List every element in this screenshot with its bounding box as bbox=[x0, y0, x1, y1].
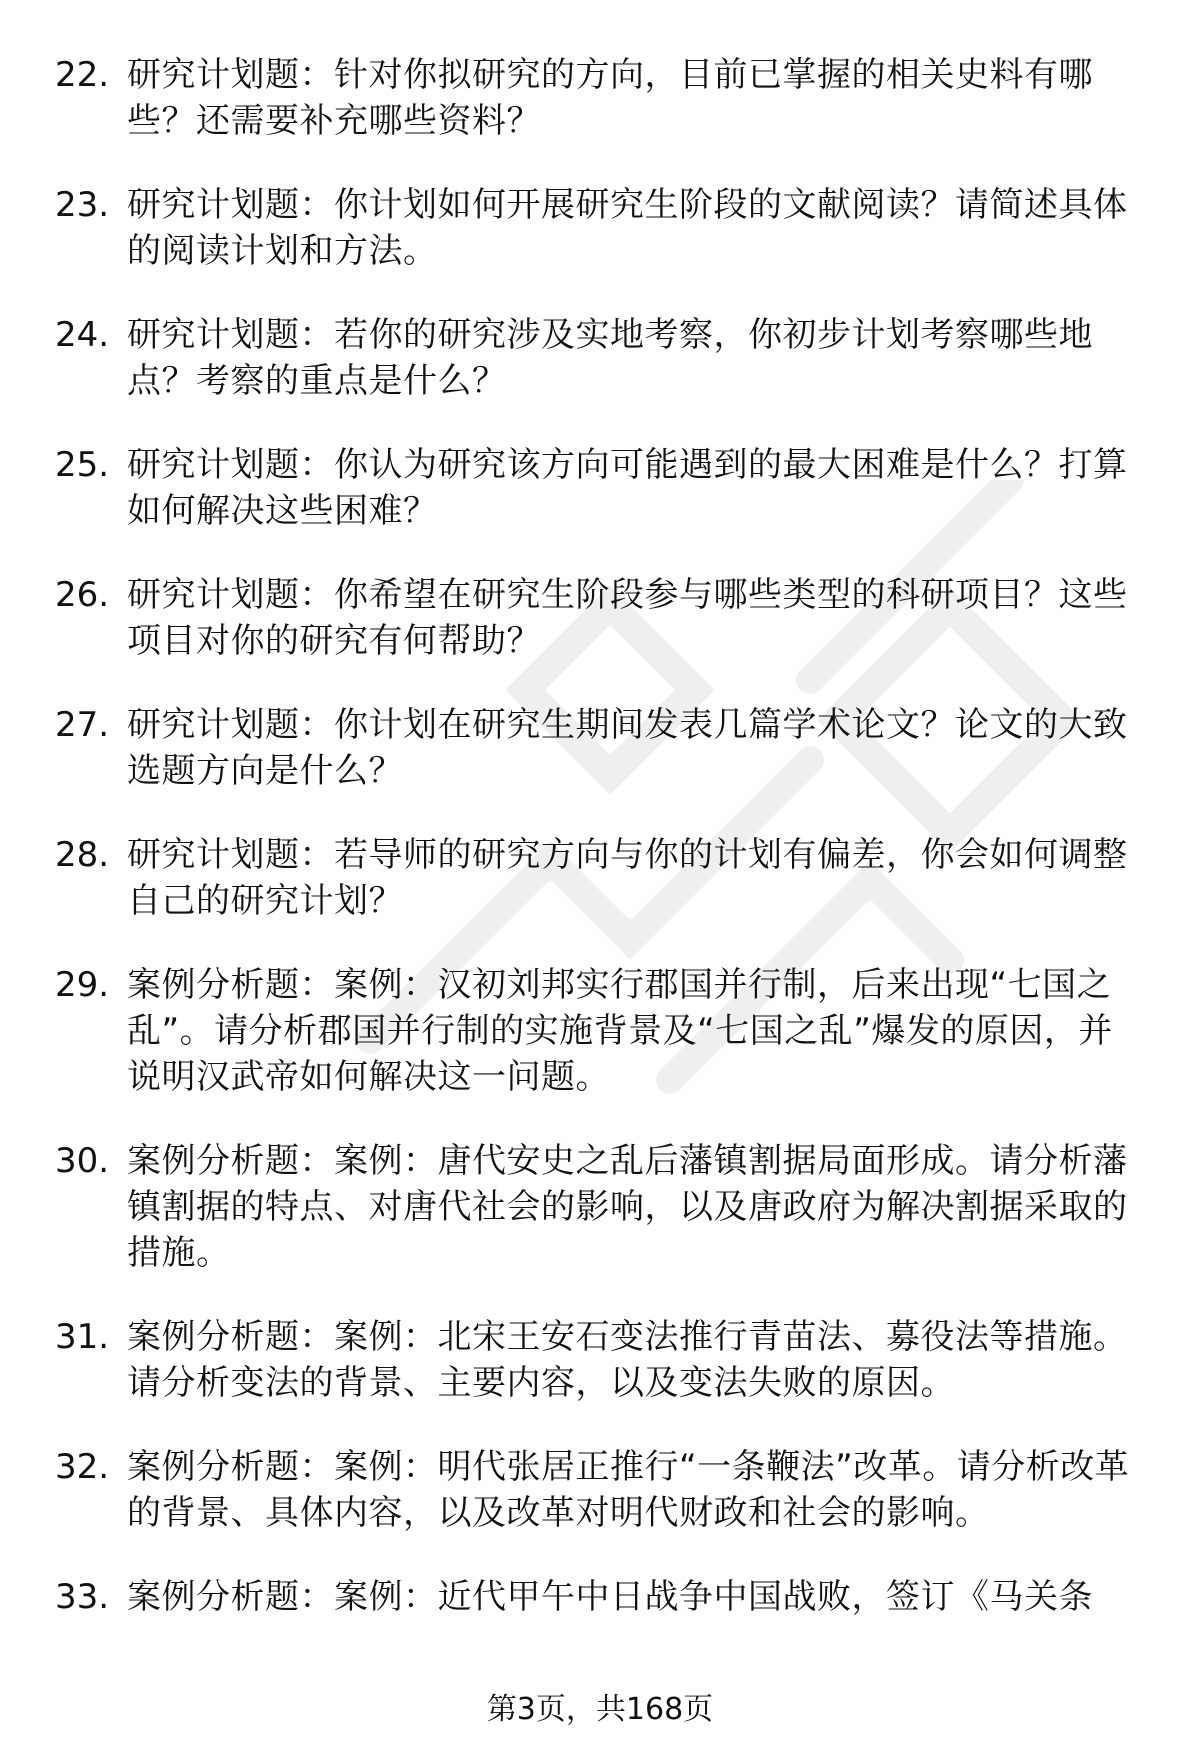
question-item bbox=[55, 1138, 1145, 1276]
question-text: 案例分析题：案例：北宋王安石变法推行青苗法、募役法等措施。请分析变法的背景、主要内容，以及变法失败的原因。 bbox=[127, 1317, 1128, 1403]
question-text: 研究计划题：你希望在研究生阶段参与哪些类型的科研项目？这些项目对你的研究有何帮助？ bbox=[127, 575, 1128, 661]
question-item bbox=[55, 52, 1145, 144]
question-item bbox=[55, 312, 1145, 404]
question-item bbox=[55, 1444, 1145, 1536]
question-text: 案例分析题：案例：近代甲午中日战争中国战败，签订《马关条 bbox=[127, 1577, 1093, 1617]
question-text: 案例分析题：案例：唐代安史之乱后藩镇割据局面形成。请分析藩镇割据的特点、对唐代社会的影响，以及唐政府为解决割据采取的措施。 bbox=[127, 1141, 1128, 1273]
question-number: 26. bbox=[55, 575, 110, 615]
question-item bbox=[55, 1314, 1145, 1406]
question-text: 研究计划题：你计划在研究生期间发表几篇学术论文？论文的大致选题方向是什么？ bbox=[127, 705, 1128, 791]
question-text: 研究计划题：你认为研究该方向可能遇到的最大困难是什么？打算如何解决这些困难？ bbox=[127, 445, 1128, 531]
question-item bbox=[55, 1574, 1145, 1620]
question-number: 25. bbox=[55, 445, 110, 485]
question-number: 32. bbox=[55, 1447, 110, 1487]
question-number: 22. bbox=[55, 55, 110, 95]
question-text: 案例分析题：案例：汉初刘邦实行郡国并行制，后来出现“七国之乱”。请分析郡国并行制的实施背景及“七国之乱”爆发的原因，并说明汉武帝如何解决这一问题。 bbox=[127, 965, 1113, 1097]
question-number: 31. bbox=[55, 1317, 110, 1357]
question-text: 研究计划题：你计划如何开展研究生阶段的文献阅读？请简述具体的阅读计划和方法。 bbox=[127, 185, 1128, 271]
page-footer: 第3页，共168页 bbox=[486, 1692, 714, 1727]
question-list bbox=[55, 52, 1145, 1658]
question-item bbox=[55, 572, 1145, 664]
question-item bbox=[55, 442, 1145, 534]
question-number: 30. bbox=[55, 1141, 110, 1181]
question-number: 33. bbox=[55, 1577, 110, 1617]
question-number: 28. bbox=[55, 835, 110, 875]
question-number: 29. bbox=[55, 965, 110, 1005]
question-item bbox=[55, 182, 1145, 274]
question-text: 研究计划题：针对你拟研究的方向，目前已掌握的相关史料有哪些？还需要补充哪些资料？ bbox=[127, 55, 1093, 141]
question-item bbox=[55, 832, 1145, 924]
question-text: 研究计划题：若导师的研究方向与你的计划有偏差，你会如何调整自己的研究计划？ bbox=[127, 835, 1128, 921]
question-item bbox=[55, 702, 1145, 794]
question-number: 23. bbox=[55, 185, 110, 225]
question-text: 研究计划题：若你的研究涉及实地考察，你初步计划考察哪些地点？考察的重点是什么？ bbox=[127, 315, 1093, 401]
question-number: 24. bbox=[55, 315, 110, 355]
question-number: 27. bbox=[55, 705, 110, 745]
question-text: 案例分析题：案例：明代张居正推行“一条鞭法”改革。请分析改革的背景、具体内容，以及改革对明代财政和社会的影响。 bbox=[127, 1447, 1130, 1533]
question-item bbox=[55, 962, 1145, 1100]
